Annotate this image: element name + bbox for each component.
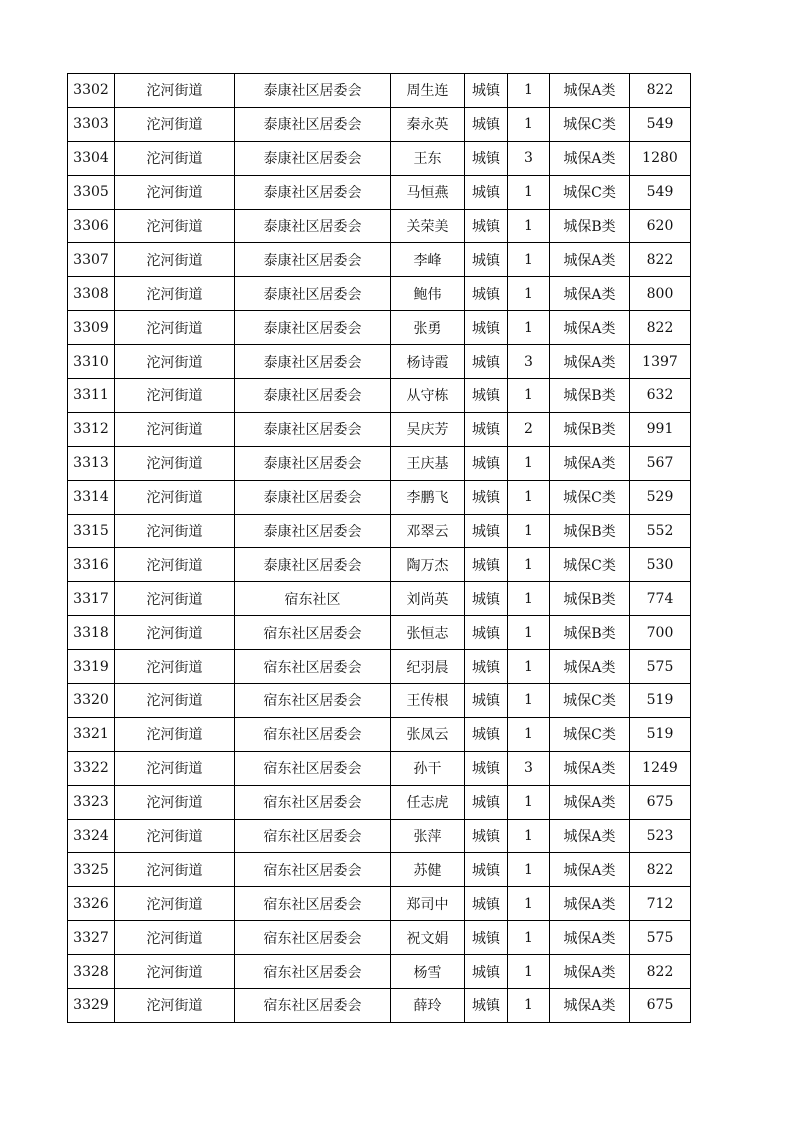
person-count-cell: 1 [508, 379, 550, 413]
subdistrict-cell: 沱河街道 [115, 921, 235, 955]
serial-number-cell: 3311 [68, 379, 115, 413]
amount-cell: 552 [630, 514, 691, 548]
serial-number-cell: 3313 [68, 446, 115, 480]
table-row [68, 955, 691, 989]
person-count-cell: 1 [508, 243, 550, 277]
amount-cell: 991 [630, 412, 691, 446]
community-cell: 泰康社区居委会 [235, 107, 391, 141]
name-cell: 邓翠云 [391, 514, 465, 548]
table-row [68, 853, 691, 887]
serial-number-cell: 3312 [68, 412, 115, 446]
household-type-cell: 城镇 [465, 74, 508, 108]
name-cell: 杨诗霞 [391, 345, 465, 379]
amount-cell: 523 [630, 819, 691, 853]
amount-cell: 519 [630, 684, 691, 718]
serial-number-cell: 3303 [68, 107, 115, 141]
insurance-category-cell: 城保A类 [550, 989, 630, 1023]
person-count-cell: 1 [508, 514, 550, 548]
serial-number-cell: 3309 [68, 311, 115, 345]
table-row [68, 446, 691, 480]
person-count-cell: 1 [508, 107, 550, 141]
table-row [68, 548, 691, 582]
serial-number-cell: 3324 [68, 819, 115, 853]
insurance-category-cell: 城保A类 [550, 446, 630, 480]
insurance-category-cell: 城保B类 [550, 379, 630, 413]
household-type-cell: 城镇 [465, 480, 508, 514]
table-row [68, 887, 691, 921]
person-count-cell: 1 [508, 209, 550, 243]
insurance-category-cell: 城保B类 [550, 514, 630, 548]
household-type-cell: 城镇 [465, 514, 508, 548]
table-row [68, 345, 691, 379]
amount-cell: 675 [630, 989, 691, 1023]
subdistrict-cell: 沱河街道 [115, 345, 235, 379]
amount-cell: 530 [630, 548, 691, 582]
community-cell: 宿东社区居委会 [235, 616, 391, 650]
subdistrict-cell: 沱河街道 [115, 751, 235, 785]
subdistrict-cell: 沱河街道 [115, 209, 235, 243]
name-cell: 秦永英 [391, 107, 465, 141]
roster-body [68, 74, 691, 1023]
table-row [68, 243, 691, 277]
insurance-category-cell: 城保A类 [550, 853, 630, 887]
insurance-category-cell: 城保A类 [550, 345, 630, 379]
table-row [68, 989, 691, 1023]
person-count-cell: 1 [508, 887, 550, 921]
community-cell: 宿东社区居委会 [235, 819, 391, 853]
subdistrict-cell: 沱河街道 [115, 785, 235, 819]
community-cell: 泰康社区居委会 [235, 311, 391, 345]
household-type-cell: 城镇 [465, 955, 508, 989]
table-row [68, 175, 691, 209]
community-cell: 宿东社区居委会 [235, 989, 391, 1023]
community-cell: 泰康社区居委会 [235, 412, 391, 446]
subdistrict-cell: 沱河街道 [115, 684, 235, 718]
amount-cell: 822 [630, 243, 691, 277]
subdistrict-cell: 沱河街道 [115, 446, 235, 480]
household-type-cell: 城镇 [465, 209, 508, 243]
table-row [68, 107, 691, 141]
insurance-category-cell: 城保B类 [550, 582, 630, 616]
amount-cell: 519 [630, 717, 691, 751]
person-count-cell: 1 [508, 616, 550, 650]
person-count-cell: 3 [508, 751, 550, 785]
insurance-category-cell: 城保C类 [550, 107, 630, 141]
subdistrict-cell: 沱河街道 [115, 107, 235, 141]
name-cell: 关荣美 [391, 209, 465, 243]
household-type-cell: 城镇 [465, 277, 508, 311]
insurance-category-cell: 城保A类 [550, 650, 630, 684]
community-cell: 泰康社区居委会 [235, 446, 391, 480]
amount-cell: 1397 [630, 345, 691, 379]
amount-cell: 774 [630, 582, 691, 616]
insurance-category-cell: 城保A类 [550, 887, 630, 921]
community-cell: 泰康社区居委会 [235, 277, 391, 311]
table-row [68, 785, 691, 819]
person-count-cell: 1 [508, 480, 550, 514]
community-cell: 宿东社区居委会 [235, 785, 391, 819]
household-type-cell: 城镇 [465, 989, 508, 1023]
serial-number-cell: 3321 [68, 717, 115, 751]
serial-number-cell: 3305 [68, 175, 115, 209]
subdistrict-cell: 沱河街道 [115, 616, 235, 650]
name-cell: 鲍伟 [391, 277, 465, 311]
serial-number-cell: 3318 [68, 616, 115, 650]
name-cell: 李鹏飞 [391, 480, 465, 514]
person-count-cell: 3 [508, 141, 550, 175]
table-row [68, 412, 691, 446]
name-cell: 张萍 [391, 819, 465, 853]
name-cell: 王传根 [391, 684, 465, 718]
amount-cell: 800 [630, 277, 691, 311]
name-cell: 李峰 [391, 243, 465, 277]
name-cell: 张恒志 [391, 616, 465, 650]
amount-cell: 700 [630, 616, 691, 650]
subdistrict-cell: 沱河街道 [115, 74, 235, 108]
name-cell: 纪羽晨 [391, 650, 465, 684]
name-cell: 苏健 [391, 853, 465, 887]
name-cell: 刘尚英 [391, 582, 465, 616]
name-cell: 孙干 [391, 751, 465, 785]
subdistrict-cell: 沱河街道 [115, 955, 235, 989]
amount-cell: 549 [630, 107, 691, 141]
household-type-cell: 城镇 [465, 582, 508, 616]
household-type-cell: 城镇 [465, 819, 508, 853]
serial-number-cell: 3307 [68, 243, 115, 277]
person-count-cell: 1 [508, 819, 550, 853]
community-cell: 泰康社区居委会 [235, 480, 391, 514]
insurance-category-cell: 城保A类 [550, 819, 630, 853]
amount-cell: 822 [630, 74, 691, 108]
person-count-cell: 1 [508, 684, 550, 718]
amount-cell: 675 [630, 785, 691, 819]
name-cell: 马恒燕 [391, 175, 465, 209]
person-count-cell: 1 [508, 446, 550, 480]
insurance-category-cell: 城保A类 [550, 277, 630, 311]
household-type-cell: 城镇 [465, 616, 508, 650]
subdistrict-cell: 沱河街道 [115, 175, 235, 209]
person-count-cell: 1 [508, 785, 550, 819]
subdistrict-cell: 沱河街道 [115, 277, 235, 311]
amount-cell: 712 [630, 887, 691, 921]
person-count-cell: 3 [508, 345, 550, 379]
person-count-cell: 1 [508, 717, 550, 751]
serial-number-cell: 3326 [68, 887, 115, 921]
community-cell: 泰康社区居委会 [235, 175, 391, 209]
household-type-cell: 城镇 [465, 684, 508, 718]
amount-cell: 822 [630, 955, 691, 989]
amount-cell: 620 [630, 209, 691, 243]
household-type-cell: 城镇 [465, 785, 508, 819]
household-type-cell: 城镇 [465, 751, 508, 785]
person-count-cell: 1 [508, 650, 550, 684]
person-count-cell: 1 [508, 853, 550, 887]
person-count-cell: 1 [508, 175, 550, 209]
table-row [68, 717, 691, 751]
name-cell: 吴庆芳 [391, 412, 465, 446]
community-cell: 泰康社区居委会 [235, 548, 391, 582]
insurance-category-cell: 城保A类 [550, 74, 630, 108]
community-cell: 宿东社区居委会 [235, 853, 391, 887]
name-cell: 周生连 [391, 74, 465, 108]
subdistrict-cell: 沱河街道 [115, 311, 235, 345]
name-cell: 任志虎 [391, 785, 465, 819]
community-cell: 泰康社区居委会 [235, 514, 391, 548]
insurance-category-cell: 城保B类 [550, 209, 630, 243]
person-count-cell: 1 [508, 548, 550, 582]
serial-number-cell: 3329 [68, 989, 115, 1023]
amount-cell: 529 [630, 480, 691, 514]
serial-number-cell: 3310 [68, 345, 115, 379]
insurance-category-cell: 城保C类 [550, 480, 630, 514]
serial-number-cell: 3325 [68, 853, 115, 887]
table-row [68, 480, 691, 514]
serial-number-cell: 3304 [68, 141, 115, 175]
serial-number-cell: 3328 [68, 955, 115, 989]
insurance-category-cell: 城保B类 [550, 412, 630, 446]
community-cell: 泰康社区居委会 [235, 243, 391, 277]
table-row [68, 616, 691, 650]
amount-cell: 1249 [630, 751, 691, 785]
insurance-category-cell: 城保B类 [550, 616, 630, 650]
table-row [68, 209, 691, 243]
community-cell: 宿东社区 [235, 582, 391, 616]
name-cell: 祝文娟 [391, 921, 465, 955]
community-cell: 泰康社区居委会 [235, 345, 391, 379]
table-row [68, 514, 691, 548]
subdistrict-cell: 沱河街道 [115, 582, 235, 616]
household-type-cell: 城镇 [465, 548, 508, 582]
household-type-cell: 城镇 [465, 887, 508, 921]
name-cell: 张凤云 [391, 717, 465, 751]
community-cell: 宿东社区居委会 [235, 650, 391, 684]
name-cell: 从守栋 [391, 379, 465, 413]
insurance-category-cell: 城保A类 [550, 785, 630, 819]
person-count-cell: 1 [508, 277, 550, 311]
subdistrict-cell: 沱河街道 [115, 819, 235, 853]
amount-cell: 575 [630, 921, 691, 955]
table-row [68, 751, 691, 785]
household-type-cell: 城镇 [465, 107, 508, 141]
community-cell: 泰康社区居委会 [235, 209, 391, 243]
subdistrict-cell: 沱河街道 [115, 853, 235, 887]
amount-cell: 549 [630, 175, 691, 209]
table-row [68, 650, 691, 684]
amount-cell: 822 [630, 311, 691, 345]
amount-cell: 567 [630, 446, 691, 480]
table-row [68, 921, 691, 955]
community-cell: 宿东社区居委会 [235, 717, 391, 751]
serial-number-cell: 3308 [68, 277, 115, 311]
household-type-cell: 城镇 [465, 141, 508, 175]
table-row [68, 684, 691, 718]
serial-number-cell: 3323 [68, 785, 115, 819]
household-type-cell: 城镇 [465, 412, 508, 446]
insurance-category-cell: 城保A类 [550, 243, 630, 277]
subdistrict-cell: 沱河街道 [115, 989, 235, 1023]
subdistrict-cell: 沱河街道 [115, 141, 235, 175]
insurance-category-cell: 城保C类 [550, 175, 630, 209]
name-cell: 郑司中 [391, 887, 465, 921]
community-cell: 泰康社区居委会 [235, 74, 391, 108]
serial-number-cell: 3316 [68, 548, 115, 582]
serial-number-cell: 3319 [68, 650, 115, 684]
insurance-category-cell: 城保A类 [550, 955, 630, 989]
table-row [68, 311, 691, 345]
table-row [68, 582, 691, 616]
subdistrict-cell: 沱河街道 [115, 379, 235, 413]
serial-number-cell: 3327 [68, 921, 115, 955]
serial-number-cell: 3320 [68, 684, 115, 718]
person-count-cell: 1 [508, 955, 550, 989]
person-count-cell: 1 [508, 921, 550, 955]
serial-number-cell: 3315 [68, 514, 115, 548]
serial-number-cell: 3317 [68, 582, 115, 616]
subdistrict-cell: 沱河街道 [115, 887, 235, 921]
person-count-cell: 1 [508, 74, 550, 108]
community-cell: 宿东社区居委会 [235, 955, 391, 989]
household-type-cell: 城镇 [465, 379, 508, 413]
community-cell: 泰康社区居委会 [235, 141, 391, 175]
subdistrict-cell: 沱河街道 [115, 650, 235, 684]
serial-number-cell: 3306 [68, 209, 115, 243]
table-row [68, 277, 691, 311]
subdistrict-cell: 沱河街道 [115, 243, 235, 277]
serial-number-cell: 3322 [68, 751, 115, 785]
household-type-cell: 城镇 [465, 921, 508, 955]
amount-cell: 1280 [630, 141, 691, 175]
table-row [68, 141, 691, 175]
name-cell: 张勇 [391, 311, 465, 345]
subdistrict-cell: 沱河街道 [115, 412, 235, 446]
serial-number-cell: 3314 [68, 480, 115, 514]
community-cell: 宿东社区居委会 [235, 751, 391, 785]
household-type-cell: 城镇 [465, 446, 508, 480]
insurance-category-cell: 城保C类 [550, 684, 630, 718]
community-cell: 宿东社区居委会 [235, 887, 391, 921]
name-cell: 王庆基 [391, 446, 465, 480]
household-type-cell: 城镇 [465, 650, 508, 684]
table-row [68, 819, 691, 853]
community-cell: 宿东社区居委会 [235, 684, 391, 718]
household-type-cell: 城镇 [465, 853, 508, 887]
household-type-cell: 城镇 [465, 175, 508, 209]
community-cell: 泰康社区居委会 [235, 379, 391, 413]
name-cell: 王东 [391, 141, 465, 175]
amount-cell: 575 [630, 650, 691, 684]
household-type-cell: 城镇 [465, 243, 508, 277]
insurance-category-cell: 城保C类 [550, 717, 630, 751]
household-type-cell: 城镇 [465, 717, 508, 751]
community-cell: 宿东社区居委会 [235, 921, 391, 955]
person-count-cell: 1 [508, 582, 550, 616]
subdistrict-cell: 沱河街道 [115, 717, 235, 751]
amount-cell: 822 [630, 853, 691, 887]
subdistrict-cell: 沱河街道 [115, 514, 235, 548]
person-count-cell: 1 [508, 989, 550, 1023]
person-count-cell: 1 [508, 311, 550, 345]
serial-number-cell: 3302 [68, 74, 115, 108]
table-row [68, 74, 691, 108]
allowance-roster-table [67, 73, 691, 1023]
household-type-cell: 城镇 [465, 311, 508, 345]
subdistrict-cell: 沱河街道 [115, 480, 235, 514]
name-cell: 杨雪 [391, 955, 465, 989]
insurance-category-cell: 城保A类 [550, 751, 630, 785]
insurance-category-cell: 城保A类 [550, 921, 630, 955]
name-cell: 薛玲 [391, 989, 465, 1023]
table-row [68, 379, 691, 413]
household-type-cell: 城镇 [465, 345, 508, 379]
amount-cell: 632 [630, 379, 691, 413]
insurance-category-cell: 城保A类 [550, 141, 630, 175]
insurance-category-cell: 城保A类 [550, 311, 630, 345]
person-count-cell: 2 [508, 412, 550, 446]
name-cell: 陶万杰 [391, 548, 465, 582]
subdistrict-cell: 沱河街道 [115, 548, 235, 582]
insurance-category-cell: 城保C类 [550, 548, 630, 582]
